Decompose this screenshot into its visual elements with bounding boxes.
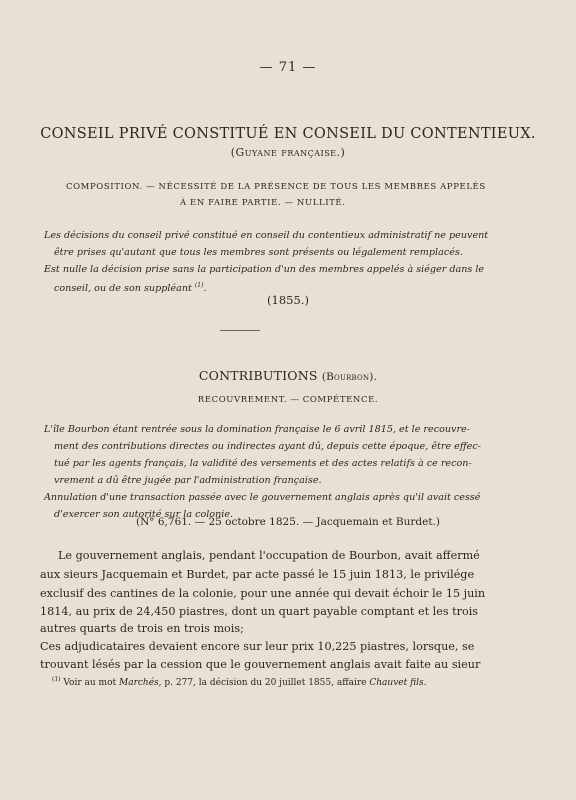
body-line: autres quarts de trois en trois mois; bbox=[40, 622, 244, 635]
footnote-text-party: Chauvet fils bbox=[369, 678, 424, 688]
summary-line-text: conseil, ou de son suppléant bbox=[54, 283, 192, 295]
section-title-text: CONTRIBUTIONS bbox=[198, 368, 318, 383]
composition-heading-line1: COMPOSITION. — NÉCESSITÉ DE LA PRÉSENCE DE TOUS LES MEMBRES APPELÉS bbox=[66, 182, 486, 192]
composition-heading-line2: À EN FAIRE PARTIE. — NULLITÉ. bbox=[180, 198, 346, 208]
summary-line: être prises qu'autant que tous les membres sont présents ou légalement remplacés. bbox=[54, 247, 463, 258]
case-citation: (N° 6,761. — 25 octobre 1825. — Jacquemain et Burdet.) bbox=[136, 516, 440, 528]
subheading-recouvrement: RECOUVREMENT. — COMPÉTENCE. bbox=[197, 395, 379, 405]
footnote-marker: (1) bbox=[52, 676, 61, 683]
summary-line: L'île Bourbon étant rentrée sous la domination française le 6 avril 1815, et le recouvre- bbox=[44, 424, 470, 435]
body-line: 1814, au prix de 24,450 piastres, dont un quart payable comptant et les trois bbox=[40, 605, 479, 618]
page-number: — 71 — bbox=[259, 60, 317, 75]
summary-line: conseil, ou de son suppléant $^{(1)}$. bbox=[54, 282, 207, 295]
summary-line: tué par les agents français, la validité des versements et des actes relatifs à ce recon- bbox=[54, 458, 472, 469]
summary-line: Annulation d'une transaction passée avec le gouvernement anglais après qu'il avait cessé bbox=[44, 492, 481, 503]
footnote-text-middle: , p. 277, la décision du 20 juillet 1855, affaire bbox=[158, 678, 367, 688]
body-line: trouvant lésés par la cession que le gouvernement anglais avait faite au sieur bbox=[40, 658, 481, 671]
section-title-conseil-prive: CONSEIL PRIVÉ CONSTITUÉ EN CONSEIL DU CONTENTIEUX. bbox=[40, 126, 536, 142]
footnote-text-end: . bbox=[423, 678, 427, 688]
body-line: exclusif des cantines de la colonie, pour une année qui devait échoir le 15 juin bbox=[40, 587, 486, 600]
footnote bbox=[52, 676, 426, 688]
summary-line: vrement a dû être jugée par l'administration française. bbox=[54, 475, 322, 486]
footnote-text-prefix: Voir au mot bbox=[63, 678, 117, 688]
section-subtitle-guyane: (Guyane française.) bbox=[230, 146, 346, 159]
footnote-marker: (1) bbox=[194, 282, 204, 289]
body-line: aux sieurs Jacquemain et Burdet, par acte passé le 15 juin 1813, le privilége bbox=[40, 568, 475, 581]
summary-line: d'exercer son autorité sur la colonie. bbox=[54, 509, 234, 520]
year-label: (1855.) bbox=[267, 293, 309, 307]
summary-line: ment des contributions directes ou indirectes ayant dû, depuis cette époque, être effec- bbox=[54, 441, 481, 452]
section-divider bbox=[220, 330, 260, 331]
section-title-contributions bbox=[0, 368, 576, 383]
summary-line: Est nulle la décision prise sans la participation d'un des membres appelés à siéger dans le bbox=[44, 264, 485, 275]
summary-line: Les décisions du conseil privé constitué en conseil du contentieux administratif ne peuvent bbox=[44, 230, 489, 241]
body-line: Le gouvernement anglais, pendant l'occupation de Bourbon, avait affermé bbox=[58, 549, 480, 562]
section-title-paren: (Bourbon). bbox=[321, 371, 378, 383]
footnote-text-ref: Marchés bbox=[118, 678, 159, 688]
body-line: Ces adjudicataires devaient encore sur leur prix 10,225 piastres, lorsque, se bbox=[40, 640, 475, 653]
